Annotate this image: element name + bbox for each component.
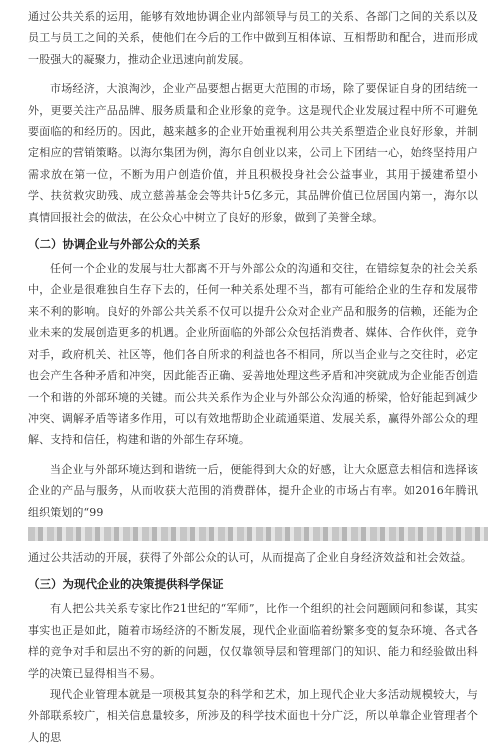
paragraph-brand-competition: 市场经济，大浪淘沙，企业产品要想占据更大范围的市场，除了要保证自身的团结统一外，更要关注产品品牌、服务质量和企业形象的竞争。这是现代企业发展过程中所不可避免要面临的和经历的。因此，越来越多的企业开始重视利用公共关系塑造企业良好形象，并制定相应的营销策略。以海尔集团为例，海尔自创业以来，公司上下团结一心，始终坚持用户需求放在第一位，不断为用户创造价值，并且积极投身社会公益事业，其用于援建希望小学、扶贫救灾助残、成立慈善基金会等共计5亿多元，其品牌价值已位居国内第一，海尔以真情回报社会的做法，在公众心中树立了良好的形象，做到了美誉全球。 — [28, 82, 478, 224]
paragraph-external-public: 任何一个企业的发展与壮大都离不开与外部公众的沟通和交往，在错综复杂的社会关系中，企业是很难独自生存下去的，任何一种关系处理不当，都有可能给企业的生存和发展带来不利的影响。良好的外部公共关系不仅可以提升公众对企业产品和服务的信赖，还能为企业未来的发展创造更多的机遇。企业所面临的外部公众包括消费者、媒体、合作伙伴，竞争对手，政府机关、社区等，他们各自所求的利益也各不相同，所以当企业与之交往时，必定也会产生各种矛盾和冲突，因此能否正确、妥善地处理这些矛盾和冲突就成为企业能否创造一个和谐的外部环境的关键。而公共关系作为企业与外部公众沟通的桥梁，恰好能起到减少冲突、调解矛盾等诸多作用，可以有效地帮助企业疏通渠道、发展关系，赢得外部公众的理解、支持和信任，构建和谐的外部生存环境。 — [28, 262, 478, 447]
paragraph-internal-relations: 通过公共关系的运用，能够有效地协调企业内部领导与员工的关系、各部门之间的关系以及员工与员工之间的关系，使他们在今后的工作中做到互相体谅、互相帮助和配合，进而形成一股强大的凝聚力，推动企业迅速向前发展。 — [28, 10, 478, 66]
redacted-text-strip — [28, 527, 488, 541]
paragraph-military-advisor: 有人把公共关系专家比作21世纪的“军师”，比作一个组织的社会问题顾问和参谋，其实事实也正是如此，随着市场经济的不断发展，现代企业面临着纷繁多变的复杂环境、各式各样的竞争对手和层出不穷的新的问题，仅仅靠领导层和管理部门的知识、能力和经验做出科学的决策已显得相当不易。 — [28, 602, 478, 680]
section-heading-external-public: （二）协调企业与外部公众的关系 — [28, 237, 201, 252]
paragraph-modern-management: 现代企业管理本就是一项极其复杂的科学和艺术，加上现代企业大多活动规模较大，与外部联系较广，相关信息量较多，所涉及的科学技术面也十分广泛，所以单靠企业管理者个人的思 — [28, 687, 478, 744]
paragraph-harmony-market: 当企业与外部环境达到和谐统一后，便能得到大众的好感，让大众愿意去相信和选择该企业的产品与服务，从而收获大范围的消费群体，提升企业的市场占有率。如2016年腾讯组织策划的“99 — [28, 462, 478, 519]
paragraph-public-activity: 通过公共活动的开展，获得了外部公众的认可，从而提高了企业自身经济效益和社会效益。 — [28, 550, 472, 564]
section-heading-decision-support: （三）为现代企业的决策提供科学保证 — [28, 577, 224, 592]
